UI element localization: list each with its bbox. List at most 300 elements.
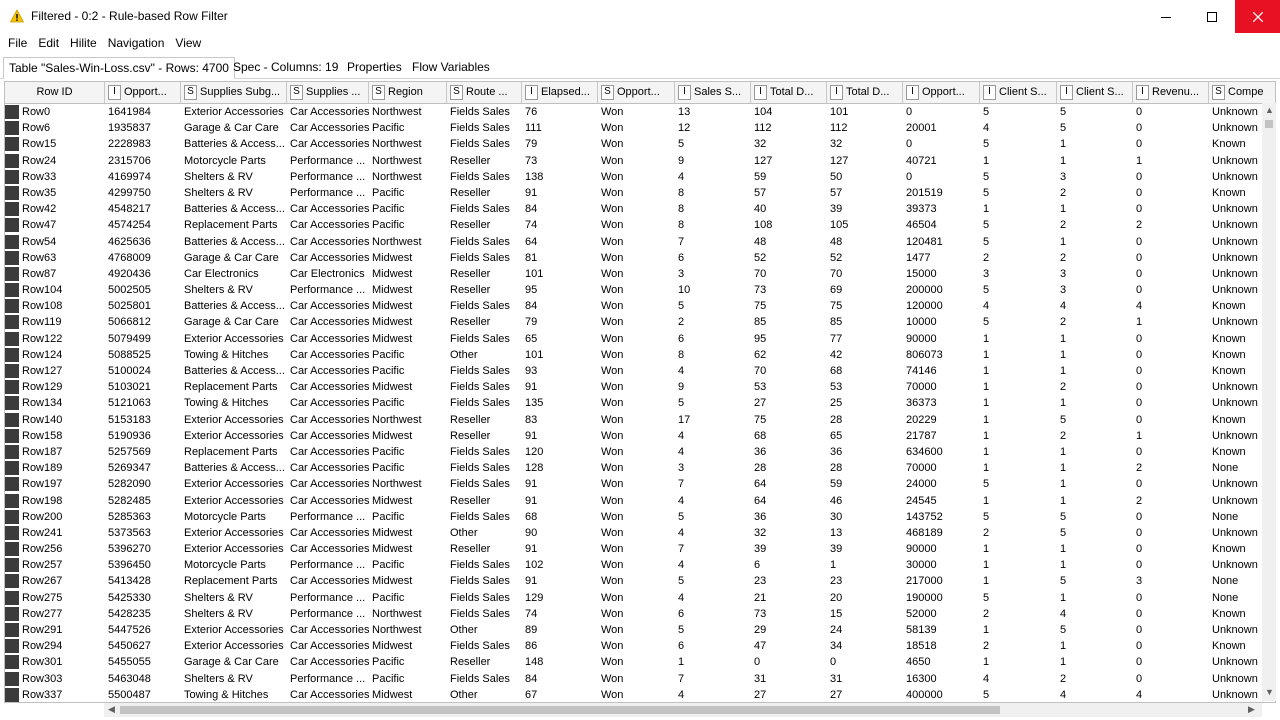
cell-opportunity-number: 5450627	[108, 640, 151, 653]
scroll-down-icon[interactable]: ▼	[1265, 687, 1274, 697]
cell-revenue: 0	[1136, 656, 1143, 669]
cell-total-days-2: 42	[830, 348, 843, 361]
cell-client-size-1: 5	[983, 186, 990, 199]
cell-revenue: 0	[1136, 284, 1143, 297]
cell-region: Pacific	[372, 203, 405, 216]
cell-total-days-2: 101	[830, 106, 849, 118]
cell-elapsed-days: 102	[525, 559, 544, 572]
tab-properties[interactable]: Properties	[347, 60, 402, 74]
table-row[interactable]	[5, 298, 1276, 314]
cell-supplies-subgroup: Batteries & Access...	[184, 138, 285, 151]
column-type-icon: I	[1060, 85, 1073, 100]
column-header-row-id[interactable]	[5, 82, 105, 103]
cell-client-size-2: 2	[1060, 219, 1067, 232]
cell-opportunity-number: 4768009	[108, 251, 151, 264]
table-row[interactable]	[5, 654, 1276, 670]
vertical-scroll-thumb[interactable]	[1265, 120, 1273, 128]
cell-revenue: 0	[1136, 445, 1143, 458]
cell-region: Northwest	[372, 607, 422, 620]
cell-client-size-2: 1	[1060, 203, 1067, 216]
cell-opportunity-amount: 20001	[906, 122, 937, 135]
cell-sales-stage-change: 7	[678, 478, 685, 491]
cell-revenue: 0	[1136, 591, 1143, 604]
cell-client-size-2: 2	[1060, 672, 1067, 685]
table-row[interactable]	[5, 153, 1276, 169]
cell-supplies-subgroup: Garage & Car Care	[184, 122, 279, 135]
cell-competitor: Unknown	[1212, 203, 1258, 216]
table-row[interactable]	[5, 169, 1276, 185]
table-row[interactable]	[5, 460, 1276, 476]
tab-flow-variables[interactable]: Flow Variables	[412, 60, 490, 74]
cell-client-size-1: 5	[983, 138, 990, 151]
horizontal-scroll-thumb[interactable]	[120, 706, 1000, 714]
column-header-total-days-1[interactable]	[751, 82, 827, 103]
table-row[interactable]	[5, 573, 1276, 589]
cell-elapsed-days: 91	[525, 543, 538, 556]
cell-region: Northwest	[372, 170, 422, 183]
table-row[interactable]	[5, 201, 1276, 217]
scroll-up-icon[interactable]: ▲	[1265, 105, 1274, 115]
cell-opportunity-number: 5447526	[108, 624, 151, 636]
cell-elapsed-days: 91	[525, 575, 538, 588]
cell-opportunity-result: Won	[601, 122, 624, 135]
table-row[interactable]	[5, 606, 1276, 622]
cell-total-days-1: 73	[754, 284, 767, 297]
maximize-button[interactable]	[1189, 0, 1235, 33]
cell-competitor: Known	[1212, 300, 1246, 313]
column-header-label: Opport...	[922, 86, 965, 99]
table-row[interactable]	[5, 363, 1276, 379]
cell-sales-stage-change: 17	[678, 413, 691, 426]
column-header-elapsed-days[interactable]	[522, 82, 598, 103]
cell-opportunity-result: Won	[601, 543, 624, 556]
cell-client-size-1: 1	[983, 154, 990, 167]
cell-client-size-2: 1	[1060, 397, 1067, 410]
cell-total-days-1: 40	[754, 203, 767, 216]
cell-supplies-group: Car Accessories	[290, 624, 369, 636]
cell-revenue: 3	[1136, 575, 1143, 588]
cell-route-to-market: Fields Sales	[450, 300, 510, 313]
cell-opportunity-amount: 74146	[906, 365, 937, 377]
column-header-supplies-subgroup[interactable]	[181, 82, 287, 103]
cell-supplies-subgroup: Batteries & Access...	[184, 235, 285, 248]
cell-row-id: Row187	[22, 445, 63, 458]
cell-client-size-2: 5	[1060, 413, 1067, 426]
table-row[interactable]	[5, 347, 1276, 363]
cell-supplies-subgroup: Motorcycle Parts	[184, 559, 266, 572]
menu-hilite[interactable]: Hilite	[70, 36, 97, 50]
column-header-label: Client S...	[1076, 86, 1124, 99]
menu-navigation[interactable]: Navigation	[107, 36, 165, 50]
cell-sales-stage-change: 3	[678, 462, 685, 475]
cell-opportunity-amount: 24545	[906, 494, 937, 507]
cell-region: Pacific	[372, 348, 405, 361]
cell-competitor: Unknown	[1212, 478, 1258, 491]
cell-client-size-1: 2	[983, 607, 990, 620]
scroll-right-icon[interactable]: ▶	[1248, 704, 1255, 714]
minimize-button[interactable]	[1143, 0, 1189, 33]
cell-sales-stage-change: 8	[678, 203, 685, 216]
table-row[interactable]	[5, 250, 1276, 266]
cell-supplies-subgroup: Shelters & RV	[184, 607, 253, 620]
cell-row-id: Row15	[22, 138, 57, 151]
cell-supplies-subgroup: Towing & Hitches	[184, 348, 269, 361]
table-row[interactable]	[5, 509, 1276, 525]
cell-total-days-2: 20	[830, 591, 843, 604]
cell-region: Midwest	[372, 688, 413, 701]
cell-elapsed-days: 91	[525, 478, 538, 491]
cell-sales-stage-change: 5	[678, 624, 685, 636]
cell-row-id: Row119	[22, 316, 62, 329]
menu-edit[interactable]: Edit	[38, 36, 60, 50]
cell-elapsed-days: 67	[525, 688, 538, 701]
column-header-competitor[interactable]	[1209, 82, 1276, 103]
table-row[interactable]	[5, 671, 1276, 687]
cell-row-id: Row294	[22, 640, 63, 653]
cell-total-days-1: 112	[754, 122, 772, 135]
cell-route-to-market: Reseller	[450, 219, 491, 232]
cell-revenue: 2	[1136, 219, 1143, 232]
cell-opportunity-amount: 40721	[906, 154, 937, 167]
cell-revenue: 0	[1136, 251, 1143, 264]
cell-elapsed-days: 90	[525, 526, 538, 539]
cell-competitor: Unknown	[1212, 284, 1258, 297]
cell-opportunity-result: Won	[601, 559, 624, 572]
cell-elapsed-days: 111	[525, 122, 542, 135]
cell-revenue: 0	[1136, 607, 1143, 620]
table-row[interactable]	[5, 314, 1276, 330]
cell-opportunity-result: Won	[601, 494, 624, 507]
cell-revenue: 1	[1136, 316, 1143, 329]
cell-row-id: Row275	[22, 591, 63, 604]
cell-row-id: Row54	[22, 235, 57, 248]
cell-revenue: 0	[1136, 267, 1143, 280]
cell-opportunity-amount: 20229	[906, 413, 937, 426]
cell-supplies-subgroup: Replacement Parts	[184, 219, 278, 232]
cell-client-size-1: 3	[983, 267, 990, 280]
cell-opportunity-result: Won	[601, 186, 624, 199]
cell-region: Northwest	[372, 624, 422, 636]
cell-total-days-1: 36	[754, 510, 767, 523]
cell-elapsed-days: 135	[525, 397, 544, 410]
cell-region: Pacific	[372, 510, 405, 523]
cell-client-size-2: 1	[1060, 332, 1067, 345]
cell-sales-stage-change: 4	[678, 445, 685, 458]
cell-total-days-1: 32	[754, 526, 767, 539]
cell-supplies-subgroup: Exterior Accessories	[184, 494, 284, 507]
cell-supplies-group: Car Accessories	[290, 640, 369, 653]
column-header-supplies-group[interactable]	[287, 82, 369, 103]
table-row[interactable]	[5, 120, 1276, 136]
table-row[interactable]	[5, 217, 1276, 233]
cell-client-size-2: 5	[1060, 106, 1067, 118]
cell-client-size-1: 5	[983, 284, 990, 297]
cell-sales-stage-change: 4	[678, 365, 685, 377]
cell-elapsed-days: 73	[525, 154, 538, 167]
cell-row-id: Row257	[22, 559, 63, 572]
cell-region: Midwest	[372, 494, 413, 507]
cell-revenue: 0	[1136, 381, 1143, 394]
table-row[interactable]	[5, 266, 1276, 282]
cell-opportunity-result: Won	[601, 640, 624, 653]
column-header-opportunity-amount[interactable]	[903, 82, 980, 103]
cell-competitor: Unknown	[1212, 624, 1258, 636]
cell-opportunity-number: 4920436	[108, 267, 151, 280]
cell-opportunity-number: 4625636	[108, 235, 151, 248]
table-row[interactable]	[5, 541, 1276, 557]
cell-opportunity-result: Won	[601, 332, 624, 345]
table-row[interactable]	[5, 444, 1276, 460]
column-header-sales-stage-change[interactable]	[675, 82, 751, 103]
cell-total-days-2: 15	[830, 607, 843, 620]
cell-supplies-group: Car Accessories	[290, 429, 369, 442]
cell-sales-stage-change: 5	[678, 510, 685, 523]
cell-elapsed-days: 101	[525, 348, 544, 361]
cell-competitor: Unknown	[1212, 219, 1258, 232]
cell-route-to-market: Fields Sales	[450, 170, 510, 183]
table-row[interactable]	[5, 185, 1276, 201]
cell-sales-stage-change: 5	[678, 575, 685, 588]
cell-total-days-1: 127	[754, 154, 773, 167]
cell-client-size-1: 4	[983, 122, 990, 135]
column-header-label: Elapsed...	[541, 86, 590, 99]
cell-supplies-subgroup: Exterior Accessories	[184, 478, 284, 491]
cell-opportunity-number: 5500487	[108, 688, 151, 701]
cell-opportunity-number: 1641984	[108, 106, 151, 118]
cell-opportunity-amount: 18518	[906, 640, 937, 653]
cell-revenue: 0	[1136, 348, 1143, 361]
column-header-label: Opport...	[617, 86, 660, 99]
cell-supplies-subgroup: Replacement Parts	[184, 445, 278, 458]
cell-opportunity-number: 5269347	[108, 462, 151, 475]
cell-opportunity-number: 5373563	[108, 526, 151, 539]
cell-opportunity-amount: 120481	[906, 235, 943, 248]
close-button[interactable]	[1235, 0, 1280, 33]
column-header-opportunity-number[interactable]	[105, 82, 181, 103]
table-row[interactable]	[5, 412, 1276, 428]
cell-opportunity-number: 4548217	[108, 203, 151, 216]
cell-total-days-2: 36	[830, 445, 843, 458]
table-row[interactable]	[5, 379, 1276, 395]
cell-supplies-group: Car Accessories	[290, 251, 369, 264]
cell-total-days-1: 27	[754, 688, 767, 701]
cell-elapsed-days: 65	[525, 332, 538, 345]
cell-row-id: Row108	[22, 300, 63, 313]
cell-sales-stage-change: 7	[678, 672, 685, 685]
cell-competitor: Unknown	[1212, 154, 1258, 167]
column-type-icon: I	[525, 85, 538, 100]
horizontal-scrollbar[interactable]	[104, 703, 1262, 717]
cell-opportunity-result: Won	[601, 462, 624, 475]
table-row[interactable]	[5, 395, 1276, 411]
cell-competitor: None	[1212, 510, 1239, 523]
column-header-opportunity-result[interactable]	[598, 82, 675, 103]
cell-opportunity-result: Won	[601, 397, 624, 410]
cell-client-size-1: 2	[983, 526, 990, 539]
cell-opportunity-result: Won	[601, 267, 624, 280]
minimize-icon	[1161, 12, 1171, 22]
cell-region: Northwest	[372, 413, 422, 426]
cell-route-to-market: Other	[450, 624, 478, 636]
cell-supplies-subgroup: Towing & Hitches	[184, 688, 269, 701]
column-header-client-size-2[interactable]	[1057, 82, 1133, 103]
cell-route-to-market: Fields Sales	[450, 445, 510, 458]
cell-region: Midwest	[372, 284, 413, 297]
cell-opportunity-amount: 52000	[906, 607, 937, 620]
cell-row-id: Row35	[22, 186, 57, 199]
cell-total-days-2: 39	[830, 203, 843, 216]
cell-client-size-2: 1	[1060, 591, 1067, 604]
cell-region: Northwest	[372, 106, 422, 118]
cell-client-size-1: 1	[983, 365, 990, 377]
cell-sales-stage-change: 13	[678, 106, 691, 118]
table-row[interactable]	[5, 687, 1276, 703]
cell-row-id: Row127	[22, 365, 63, 377]
table-row[interactable]	[5, 590, 1276, 606]
cell-sales-stage-change: 5	[678, 397, 685, 410]
table-row[interactable]	[5, 525, 1276, 541]
cell-revenue: 0	[1136, 138, 1143, 151]
column-header-label: Supplies ...	[306, 86, 361, 99]
cell-supplies-subgroup: Exterior Accessories	[184, 332, 284, 345]
cell-supplies-subgroup: Shelters & RV	[184, 672, 253, 685]
cell-elapsed-days: 91	[525, 381, 538, 394]
cell-elapsed-days: 86	[525, 640, 538, 653]
cell-supplies-subgroup: Exterior Accessories	[184, 429, 284, 442]
cell-total-days-2: 31	[830, 672, 843, 685]
cell-opportunity-number: 4299750	[108, 186, 151, 199]
cell-supplies-group: Car Accessories	[290, 106, 369, 118]
menu-file[interactable]: File	[8, 36, 28, 50]
cell-elapsed-days: 76	[525, 106, 538, 118]
cell-revenue: 0	[1136, 235, 1143, 248]
cell-total-days-1: 0	[754, 656, 761, 669]
column-header-region[interactable]	[369, 82, 447, 103]
cell-client-size-2: 1	[1060, 494, 1067, 507]
column-header-total-days-2[interactable]	[827, 82, 903, 103]
cell-supplies-group: Car Accessories	[290, 138, 369, 151]
cell-revenue: 0	[1136, 397, 1143, 410]
cell-client-size-1: 5	[983, 510, 990, 523]
vertical-scrollbar[interactable]	[1262, 103, 1276, 701]
cell-supplies-subgroup: Shelters & RV	[184, 591, 253, 604]
cell-supplies-group: Performance ...	[290, 186, 366, 199]
cell-total-days-1: 68	[754, 429, 767, 442]
cell-total-days-2: 57	[830, 186, 843, 199]
cell-route-to-market: Fields Sales	[450, 591, 510, 604]
tab-spec[interactable]: Spec - Columns: 19	[233, 60, 339, 74]
cell-opportunity-number: 2315706	[108, 154, 151, 167]
cell-opportunity-amount: 36373	[906, 397, 937, 410]
cell-opportunity-amount: 15000	[906, 267, 937, 280]
cell-supplies-subgroup: Shelters & RV	[184, 170, 253, 183]
cell-competitor: None	[1212, 575, 1239, 588]
cell-row-id: Row6	[22, 122, 51, 135]
cell-client-size-1: 1	[983, 575, 990, 588]
cell-region: Pacific	[372, 397, 405, 410]
cell-region: Northwest	[372, 138, 422, 151]
column-header-label: Row ID	[36, 86, 73, 99]
cell-sales-stage-change: 2	[678, 316, 685, 329]
table-row[interactable]	[5, 331, 1276, 347]
cell-row-id: Row337	[22, 688, 63, 701]
cell-competitor: Unknown	[1212, 494, 1258, 507]
table-row[interactable]	[5, 476, 1276, 492]
cell-region: Midwest	[372, 316, 413, 329]
column-type-icon: I	[983, 85, 996, 100]
cell-elapsed-days: 89	[525, 624, 538, 636]
table-row[interactable]	[5, 282, 1276, 298]
column-header-revenue[interactable]	[1133, 82, 1209, 103]
cell-region: Northwest	[372, 478, 422, 491]
cell-route-to-market: Reseller	[450, 494, 491, 507]
cell-supplies-group: Performance ...	[290, 170, 366, 183]
cell-competitor: Known	[1212, 607, 1246, 620]
cell-elapsed-days: 120	[525, 445, 544, 458]
table-row[interactable]	[5, 493, 1276, 509]
table-row[interactable]	[5, 428, 1276, 444]
tab-table[interactable]: Table "Sales-Win-Loss.csv" - Rows: 4700	[3, 57, 235, 79]
cell-revenue: 0	[1136, 672, 1143, 685]
column-header-client-size-1[interactable]	[980, 82, 1057, 103]
cell-elapsed-days: 84	[525, 672, 538, 685]
cell-sales-stage-change: 9	[678, 381, 685, 394]
cell-supplies-group: Car Accessories	[290, 543, 369, 556]
column-type-icon: I	[678, 85, 691, 100]
cell-client-size-1: 5	[983, 478, 990, 491]
cell-opportunity-number: 5455055	[108, 656, 151, 669]
cell-sales-stage-change: 1	[678, 656, 685, 669]
cell-supplies-group: Performance ...	[290, 607, 366, 620]
cell-route-to-market: Fields Sales	[450, 365, 510, 377]
column-header-route-to-market[interactable]	[447, 82, 522, 103]
cell-revenue: 0	[1136, 122, 1143, 135]
cell-competitor: None	[1212, 462, 1239, 475]
column-type-icon: S	[372, 85, 385, 100]
table-row[interactable]	[5, 136, 1276, 152]
cell-sales-stage-change: 7	[678, 543, 685, 556]
cell-row-id: Row267	[22, 575, 63, 588]
cell-opportunity-amount: 10000	[906, 316, 937, 329]
cell-client-size-1: 1	[983, 656, 990, 669]
cell-sales-stage-change: 5	[678, 138, 685, 151]
cell-sales-stage-change: 4	[678, 494, 685, 507]
scroll-left-icon[interactable]: ◀	[108, 704, 115, 714]
cell-opportunity-result: Won	[601, 381, 624, 394]
cell-client-size-1: 5	[983, 688, 990, 701]
cell-region: Midwest	[372, 640, 413, 653]
menu-bar	[0, 33, 1280, 53]
cell-elapsed-days: 84	[525, 203, 538, 216]
cell-elapsed-days: 74	[525, 219, 538, 232]
cell-total-days-2: 52	[830, 251, 843, 264]
table-row[interactable]	[5, 638, 1276, 654]
cell-route-to-market: Reseller	[450, 656, 491, 669]
column-header-label: Compe	[1228, 86, 1264, 99]
cell-total-days-2: 112	[830, 122, 848, 135]
table-row[interactable]	[5, 234, 1276, 250]
table-row[interactable]	[5, 104, 1276, 120]
cell-row-id: Row301	[22, 656, 63, 669]
cell-supplies-group: Car Accessories	[290, 122, 369, 135]
cell-total-days-1: 70	[754, 267, 767, 280]
menu-view[interactable]: View	[175, 36, 202, 50]
table-row[interactable]	[5, 622, 1276, 638]
cell-supplies-group: Car Accessories	[290, 316, 369, 329]
cell-region: Midwest	[372, 381, 413, 394]
table-row[interactable]	[5, 557, 1276, 573]
cell-total-days-2: 32	[830, 138, 843, 151]
